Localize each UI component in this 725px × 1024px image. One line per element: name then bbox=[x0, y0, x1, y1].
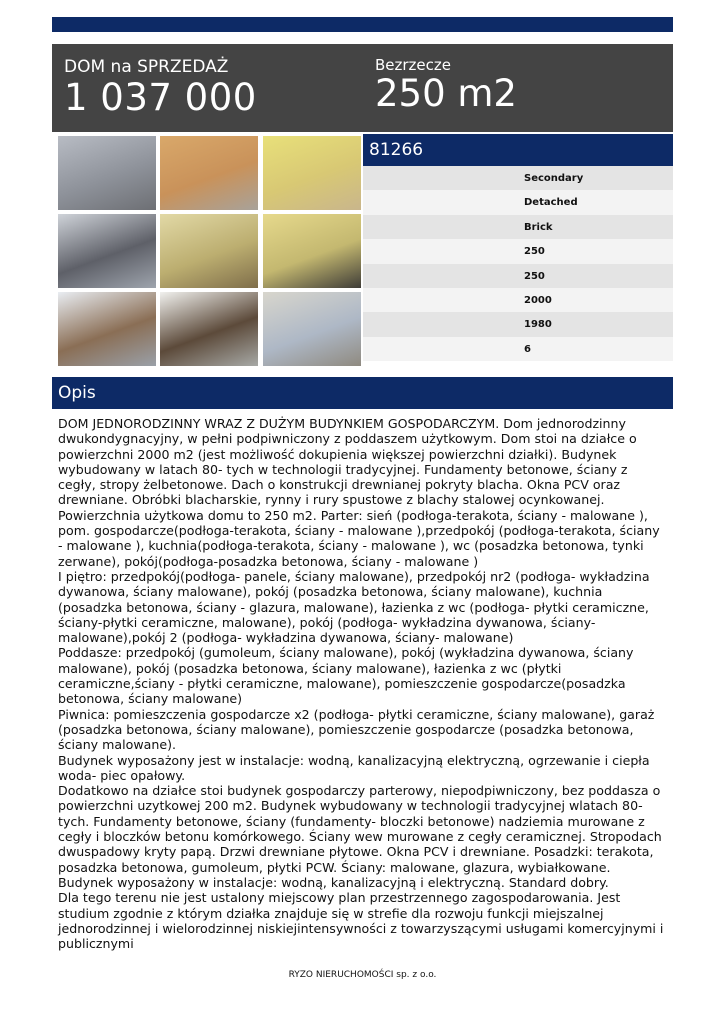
property-row bbox=[363, 190, 673, 214]
description-text bbox=[58, 416, 668, 951]
photo-room-yellow-window bbox=[160, 136, 258, 210]
property-value: 250 bbox=[524, 270, 545, 282]
photo-attic-beams bbox=[58, 292, 156, 366]
property-value: Brick bbox=[524, 221, 553, 233]
property-value: 250 bbox=[524, 246, 545, 258]
description-heading: Opis bbox=[58, 383, 96, 403]
photo-gallery bbox=[52, 132, 363, 374]
photo-window-curtain bbox=[58, 136, 156, 210]
area: 250 m2 bbox=[375, 72, 517, 115]
property-row bbox=[363, 264, 673, 288]
property-row bbox=[363, 288, 673, 312]
property-row bbox=[363, 215, 673, 239]
property-value: 1980 bbox=[524, 319, 552, 331]
photo-bathroom-tiles bbox=[58, 214, 156, 288]
property-details-table bbox=[363, 166, 673, 361]
description-paragraph: Dla tego terenu nie jest ustalony miejscowy plan przestrzennego zagospodarowania. Jest studium zgodnie z którym działka znajduje się w strefie dla rozwoju funkcji miejszalnej jednorodzinnej i wielorodzinnej niskiejintensywności z towarzyszącymi usługami komercyjnymi i publicznymi bbox=[58, 890, 664, 952]
photo-attic-room bbox=[160, 214, 258, 288]
footer-company: RYZO NIERUCHOMOŚCI sp. z o.o. bbox=[288, 970, 437, 980]
top-accent-bar bbox=[52, 17, 673, 32]
description-paragraph: Dodatkowo na działce stoi budynek gospodarczy parterowy, niepodpiwniczony, bez poddasza o powierzchni uzytkowej 200 m2. Budynek wybudowany w technologii tradycyjnej wlatach 80-tych. Fundamenty betonowe, ściany (fundamenty- bloczki betonowe) nadziemia murowane z cegły i bloczków betonu komórkowego. Ściany wew murowane z cegły ceramicznej. Stropodach dwuspadowy kryty papą. Drzwi drewniane płytowe. Okna PCV i drewniane. Posadzki: terakota, posadzka betonowa, gumoleum, płytki PCW. Ściany: malowane, glazura, wybiałkowane. Budynek wyposażony w instalacje: wodną, kanalizacyjną i elektryczną. Standard dobry. bbox=[58, 783, 662, 890]
photo-attic-empty bbox=[160, 292, 258, 366]
property-value: Detached bbox=[524, 197, 578, 209]
property-row bbox=[363, 239, 673, 263]
property-row bbox=[363, 337, 673, 361]
description-paragraph: Budynek wyposażony jest w instalacje: wodną, kanalizacyjną elektryczną, ogrzewanie i ciepła woda- piec opałowy. bbox=[58, 752, 650, 783]
property-row bbox=[363, 312, 673, 336]
price: 1 037 000 bbox=[64, 76, 257, 119]
listing-id: 81266 bbox=[369, 140, 424, 160]
description-paragraph: I piętro: przedpokój(podłoga- panele, ściany malowane), przedpokój nr2 (podłoga- wykładzina dywanowa, ściany malowane), pokój (posadzka betonowa, ściany malowane), kuchnia (posadzka betonowa, ściany - glazura, malowane), łazienka z wc (podłoga- płytki ceramiczne, ściany-płytki ceramiczne, malowane), pokój (podłoga- wykładzina dywanowa, ściany- malowane),pokój 2 (podłoga- wykładzina dywanowa, ściany- malowane) bbox=[58, 568, 650, 646]
listing-header bbox=[52, 44, 673, 132]
listing-id-bar bbox=[363, 134, 673, 166]
property-value: 6 bbox=[524, 343, 531, 355]
description-paragraph: Piwnica: pomieszczenia gospodarcze x2 (podłoga- płytki ceramiczne, ściany malowane), garaż (posadzka betonowa, ściany malowane), pomieszczenie gospodarcze (posadzka betonowa, ściany malowane). bbox=[58, 706, 655, 753]
photo-room-yellow-wall bbox=[263, 136, 361, 210]
property-value: 2000 bbox=[524, 294, 552, 306]
photo-room-sunlit bbox=[263, 292, 361, 366]
property-row bbox=[363, 166, 673, 190]
description-heading-bar bbox=[52, 377, 673, 409]
property-type-label: DOM na SPRZEDAŻ bbox=[64, 57, 229, 77]
location-label: Bezrzecze bbox=[375, 56, 452, 74]
photo-room-green-wall bbox=[263, 214, 361, 288]
description-paragraph: DOM JEDNORODZINNY WRAZ Z DUŻYM BUDYNKIEM GOSPODARCZYM. Dom jednorodzinny dwukondygnacyjny, w pełni podpiwniczony z poddaszem użytkowym. Dom stoi na działce o powierzchni 2000 m2 (jest możliwość dokupienia większej powierzchni działki). Budynek wybudowany w latach 80- tych w technologii tradycyjnej. Fundamenty betonowe, ściany z cegły, stropy żelbetonowe. Dach o konstrukcji drewnianej pokryty blacha. Okna PCV oraz drewniane. Obróbki blacharskie, rynny i rury spustowe z blachy stalowej ocynkowanej. Powierzchnia użytkowa domu to 250 m2. Parter: sień (podłoga-terakota, ściany - malowane ), pom. gospodarcze(podłoga-terakota, ściany - malowane ),przedpokój (podłoga-terakota, ściany - malowane ), kuchnia(podłoga-terakota, ściany - malowane ), wc (posadzka betonowa, tynki zerwane), pokój(podłoga-posadzka betonowa, ściany - malowane ) bbox=[58, 416, 660, 569]
property-value: Secondary bbox=[524, 173, 584, 184]
description-paragraph: Poddasze: przedpokój (gumoleum, ściany malowane), pokój (wykładzina dywanowa, ściany malowane), pokój (posadzka betonowa, ściany malowane), łazienka z wc (płytki ceramiczne,ściany - płytki ceramiczne, malowane), pomieszczenie gospodarcze(posadzka betonowa, ściany malowane) bbox=[58, 645, 634, 707]
